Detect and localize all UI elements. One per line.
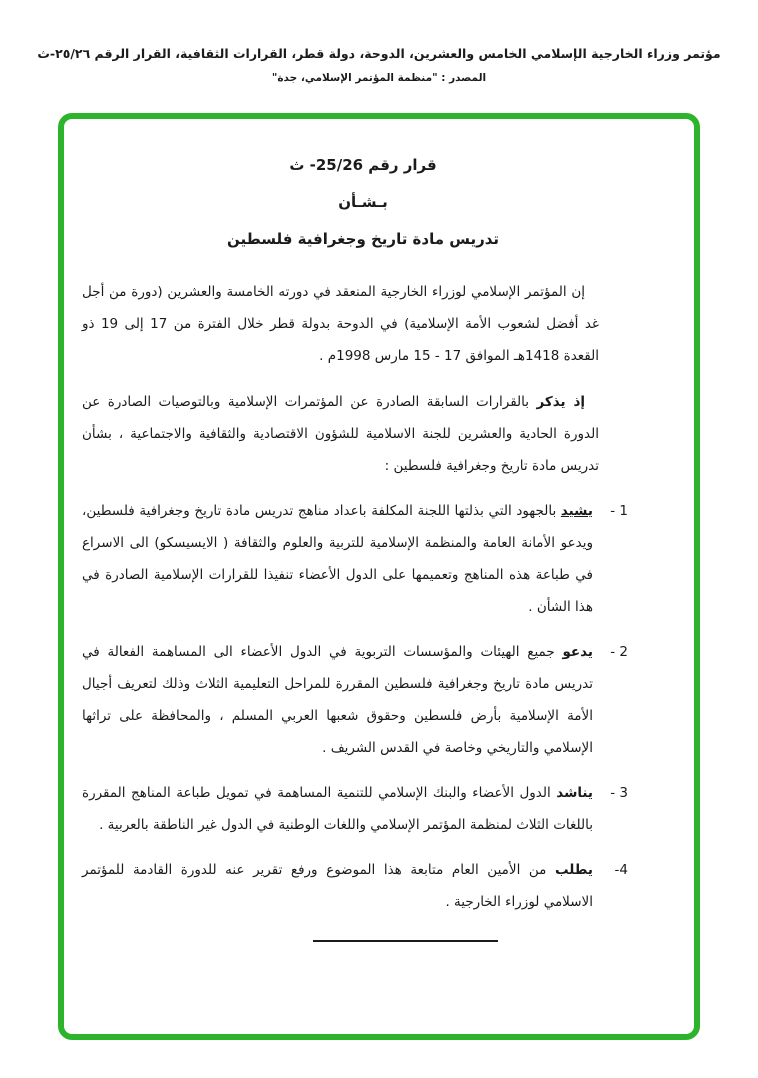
item-3-lead-verb: يناشد: [556, 785, 593, 801]
preamble-paragraph: [82, 276, 599, 372]
title-block: [82, 147, 644, 258]
subject-label: بـشـأن: [338, 193, 388, 211]
resolution-item-2: [82, 636, 644, 764]
resolution-number-title: قرار رقم 25/26- ث: [289, 156, 437, 174]
recalling-lead: إذ يذكر: [536, 394, 585, 410]
item-2-lead-verb: يدعو: [562, 644, 593, 660]
header-source-line: المصدر : "منظمة المؤتمر الإسلامي، جدة": [271, 72, 487, 84]
item-1-number: 1 -: [610, 503, 628, 519]
item-3-number: 3 -: [610, 785, 628, 801]
header-citation-line: مؤتمر وزراء الخارجية الإسلامي الخامس والعشرين، الدوحة، دولة قطر، القرارات الثقافية، القرار الرقم ٢٥/٢٦-ث: [37, 46, 721, 61]
item-3-body-text: الدول الأعضاء والبنك الإسلامي للتنمية المساهمة في تمويل طباعة المناهج المقررة باللغات الثلاث لمنظمة المؤتمر الإسلامي واللغات الوطنية في الدول غير الناطقة بالعربية .: [82, 785, 593, 833]
item-2-number: 2 -: [610, 644, 628, 660]
resolution-item-3: [82, 777, 644, 841]
item-2-body-text: جميع الهيئات والمؤسسات التربوية في الدول الأعضاء الى المساهمة الفعالة في تدريس مادة تاريخ وجغرافية فلسطين المقررة للمراحل التعليمية الثلاث وذلك لتعريف أجيال الأمة الإسلامية بأرض فلسطين وحقوق شعبها العربي المسلم ، والمحافظة على تراثها الإسلامي والتاريخي وخاصة في القدس الشريف .: [82, 644, 593, 756]
closing-divider-line: [313, 940, 498, 942]
recalling-text: بالقرارات السابقة الصادرة عن المؤتمرات الإسلامية وبالتوصيات الصادرة عن الدورة الحادية والعشرين للجنة الاسلامية للشؤون الاقتصادية والثقافية والاجتماعية ، بشأن تدريس مادة تاريخ وجغرافية فلسطين :: [82, 394, 599, 474]
item-4-lead-verb: يطلب: [554, 862, 593, 878]
document-green-frame: [58, 113, 700, 1040]
item-1-text: [82, 495, 593, 623]
item-4-text: [82, 854, 593, 918]
item-3-text: [82, 777, 593, 841]
item-1-body-text: بالجهود التي بذلتها اللجنة المكلفة باعداد مناهج تدريس مادة تاريخ وجغرافية فلسطين، ويدعو الأمانة العامة والمنظمة الإسلامية للتربية والعلوم والثقافة ( الايسيسكو) الى الاسراع في طباعة هذه المناهج وتعميمها على الدول الأعضاء تنفيذا للقرارات الإسلامية الصادرة في هذا الشأن .: [82, 503, 593, 615]
recalling-paragraph: [82, 386, 599, 482]
item-4-body-text: من الأمين العام متابعة هذا الموضوع ورفع تقرير عنه للدورة القادمة للمؤتمر الاسلامي لوزراء الخارجية .: [82, 862, 593, 910]
preamble-text: إن المؤتمر الإسلامي لوزراء الخارجية المنعقد في دورته الخامسة والعشرين (دورة من أجل غد أفضل لشعوب الأمة الإسلامية) في الدوحة بدولة قطر خلال الفترة من 17 إلى 19 ذو القعدة 1418هـ الموافق ‎15 - 17 مارس 1998م .: [82, 284, 599, 364]
item-1-lead-verb: يشيد: [560, 503, 593, 519]
item-4-number: 4-: [614, 862, 628, 878]
subject-title: تدريس مادة تاريخ وجغرافية فلسطين: [226, 230, 500, 248]
resolution-item-4: [82, 854, 644, 918]
item-2-text: [82, 636, 593, 764]
page-header: [0, 46, 758, 84]
document-content: [64, 119, 694, 1034]
resolution-item-1: [82, 495, 644, 623]
